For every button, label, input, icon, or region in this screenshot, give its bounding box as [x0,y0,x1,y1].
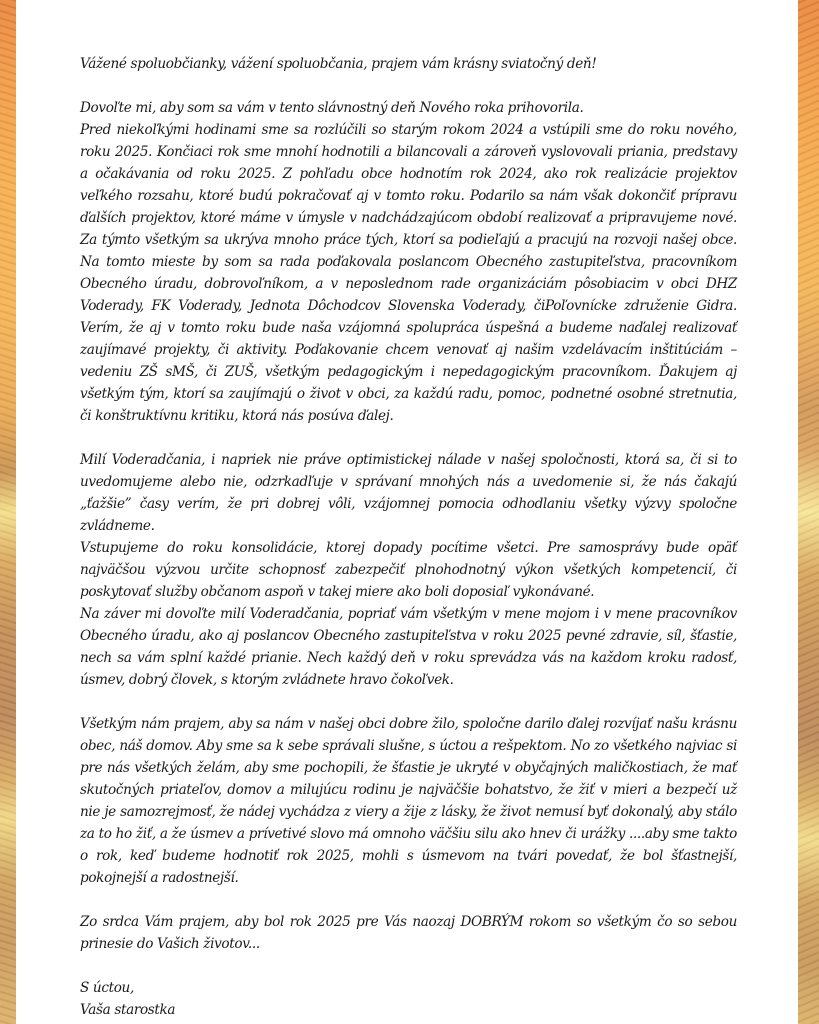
gold-border-right [798,0,819,1024]
greeting: Vážené spoluobčianky, vážení spoluobčania, prajem vám krásny sviatočný deň! [80,56,597,72]
signature: Vaša starostka [80,1002,176,1018]
letter-body [80,53,737,1021]
spacer [80,75,737,97]
spacer [80,427,737,449]
gold-border-left [0,0,16,1024]
paragraph-intro: Dovoľte mi, aby som sa vám v tento slávnostný deň Nového roka prihovorila. [80,100,584,116]
spacer [80,955,737,977]
spacer [80,889,737,911]
spacer [80,691,737,713]
paragraph-wishes: Na záver mi dovoľte milí Voderadčania, popriať vám všetkým v mene mojom i v mene pracovníkov Obecného úradu, ako aj poslancov Obecného zastupiteľstva v roku 2025 pevné zdravie, síl, šťastie, nech sa vám splní každé prianie. Nech každý deň v roku sprevádza vás na každom kroku radosť, úsmev, dobrý človek, s ktorým zvládnete hravo čokoľvek. [80,606,737,688]
paragraph-hopes: Všetkým nám prajem, aby sa nám v našej obci dobre žilo, spoločne darilo ďalej rozvíjať našu krásnu obec, náš domov. Aby sme sa k sebe správali slušne, s úctou a rešpektom. No zo všetkého najviac si pre nás všetkých želám, aby sme pochopili, že šťastie je ukryté v obyčajných maličkostiach, že mať skutočných priateľov, domov a milujúcu rodinu je najväčšie bohatstvo, že žiť v mieri a bezpečí už nie je samozrejmosť, že nádej vychádza z viery a žije z lásky, že život nemusí byť dokonalý, aby stálo za to ho žiť, a že úsmev a prívetivé slovo má omnoho väčšiu silu ako hnev či urážky ....aby sme takto o rok, keď budeme hodnotiť rok 2025, mohli s úsmevom na tvári povedať, že bol šťastnejší, pokojnejší a radostnejší. [80,716,737,886]
paragraph-citizens: Milí Voderadčania, i napriek nie práve optimistickej nálade v našej spoločnosti, ktorá sa, či si to uvedomujeme alebo nie, odzrkadľuje v správaní mnohých nás a uvedomenie si, že nás čakajú „ťažšie” časy verím, že pri dobrej vôli, vzájomnej pomocia odhodlaniu všetky výzvy spoločne zvládneme. [80,452,737,534]
closing: S úctou, [80,980,134,996]
paragraph-final-wish: Zo srdca Vám prajem, aby bol rok 2025 pre Vás naozaj DOBRÝM rokom so všetkým čo so sebou prinesie do Vašich životov... [80,914,737,952]
paragraph-year-review: Pred niekoľkými hodinami sme sa rozlúčili so starým rokom 2024 a vstúpili sme do roku nového, roku 2025. Končiaci rok sme mnohí hodnotili a bilancovali a zároveň vyslovovali priania, predstavy a očakávania od roku 2025. Z pohľadu obce hodnotím rok 2024, ako rok realizácie projektov veľkého rozsahu, ktoré budú pokračovať aj v tomto roku. Podarilo sa nám však dokončiť prípravu ďalších projektov, ktoré máme v úmysle v nadchádzajúcom období realizovať a pripravujeme nové. Za týmto všetkým sa ukrýva mnoho práce tých, ktorí sa podieľajú a pracujú na rozvoji našej obce. Na tomto mieste by som sa rada poďakovala poslancom Obecného zastupiteľstva, pracovníkom Obecného úradu, dobrovoľníkom, a v neposlednom rade organizáciám pôsobiacim v obci DHZ Voderady, FK Voderady, Jednota Dôchodcov Slovenska Voderady, čiPoľovnícke združenie Gidra. Verím, že aj v tomto roku bude naša vzájomná spolupráca úspešná a budeme naďalej realizovať zaujímavé projekty, či aktivity. Poďakovanie chcem venovať aj našim vzdelávacím inštitúciám – vedeniu ZŠ sMŠ, či ZUŠ, všetkým pedagogickým i nepedagogickým pracovníkom. Ďakujem aj všetkým tým, ktorí sa zaujímajú o život v obci, za každú radu, pomoc, podnetné osobné stretnutia, či konštruktívnu kritiku, ktorá nás posúva ďalej. [80,122,737,424]
paragraph-consolidation: Vstupujeme do roku konsolidácie, ktorej dopady pocítime všetci. Pre samosprávy bude opäť najväčšou výzvou určite schopnosť zabezpečiť plnohodnotný výkon všetkých kompetencií, či poskytovať služby občanom aspoň v takej miere ako boli doposiaľ vykonávané. [80,540,737,600]
